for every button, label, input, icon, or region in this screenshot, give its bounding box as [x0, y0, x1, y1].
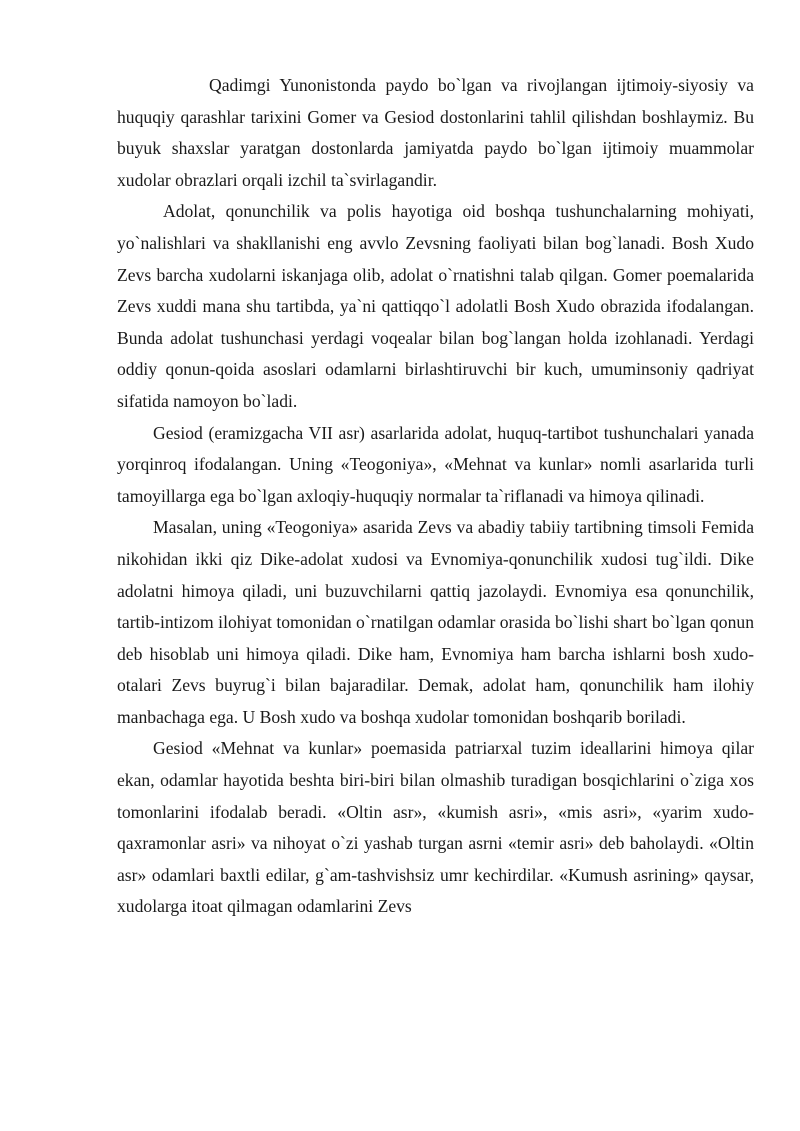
paragraph-3: Gesiod (eramizgacha VII asr) asarlarida adolat, huquq-tartibot tushunchalari yanada yorqinroq ifodalangan. Uning «Teogoniya», «Mehnat va kunlar» nomli asarlarida turli tamoyillarga ega bo`lgan axloqiy-huquqiy normalar ta`riflanadi va himoya qilinadi. — [117, 422, 754, 506]
paragraph-2: Adolat, qonunchilik va polis hayotiga oid boshqa tushunchalarning mohiyati, yo`nalishlari va shakllanishi eng avvlo Zevsning faoliyati bilan bog`lanadi. Bosh Xudo Zevs barcha xudolarni iskanjaga olib, adolat o`rnatishni talab qilgan. Gomer poemalarida Zevs xuddi mana shu tartibda, ya`ni qattiqqo`l adolatli Bosh Xudo obrazida ifodalangan. Bunda adolat tushunchasi yerdagi voqealar bilan bog`langan holda izohlanadi. Yerdagi oddiy qonun-qoida asoslari odamlarni birlashtiruvchi bir kuch, umuminsoniy qadriyat sifatida namoyon bo`ladi. — [117, 201, 754, 411]
paragraph-5: Gesiod «Mehnat va kunlar» poemasida patriarxal tuzim ideallarini himoya qilar ekan, odamlar hayotida beshta biri-biri bilan olmashib turadigan bosqichlarini o`ziga xos tomonlarini ifodalab beradi. «Oltin asr», «kumish asri», «mis asri», «yarim xudo-qaxramonlar asri» va nihoyat o`zi yashab turgan asrni «temir asri» deb baholaydi. «Oltin asr» odamlari baxtli edilar, g`am-tashvishsiz umr kechirdilar. «Kumush asrining» qaysar, xudolarga itoat qilmagan odamlarini Zevs — [117, 738, 754, 917]
paragraph-4: Masalan, uning «Teogoniya» asarida Zevs va abadiy tabiiy tartibning timsoli Femida nikohidan ikki qiz Dike-adolat xudosi va Evnomiya-qonunchilik xudosi tug`ildi. Dike adolatni himoya qiladi, uni buzuvchilarni qattiq jazolaydi. Evnomiya esa qonunchilik, tartib-intizom ilohiyat tomonidan o`rnatilgan odamlar orasida bo`lishi shart bo`lgan qonun deb hisoblab uni himoya qiladi. Dike ham, Evnomiya ham barcha ishlarni bosh xudo-otalari Zevs buyrug`i bilan bajaradilar. Demak, adolat ham, qonunchilik ham ilohiy manbachaga ega. U Bosh xudo va boshqa xudolar tomonidan boshqarib boriladi. — [117, 517, 754, 727]
document-body — [117, 70, 754, 923]
paragraph-1: Qadimgi Yunonistonda paydo bo`lgan va rivojlangan ijtimoiy-siyosiy va huquqiy qarashlar tarixini Gomer va Gesiod dostonlarini tahlil qilishdan boshlaymiz. Bu buyuk shaxslar yaratgan dostonlarda jamiyatda paydo bo`lgan ijtimoiy muammolar xudolar obrazlari orqali izchil ta`svirlagandir. — [117, 75, 754, 190]
